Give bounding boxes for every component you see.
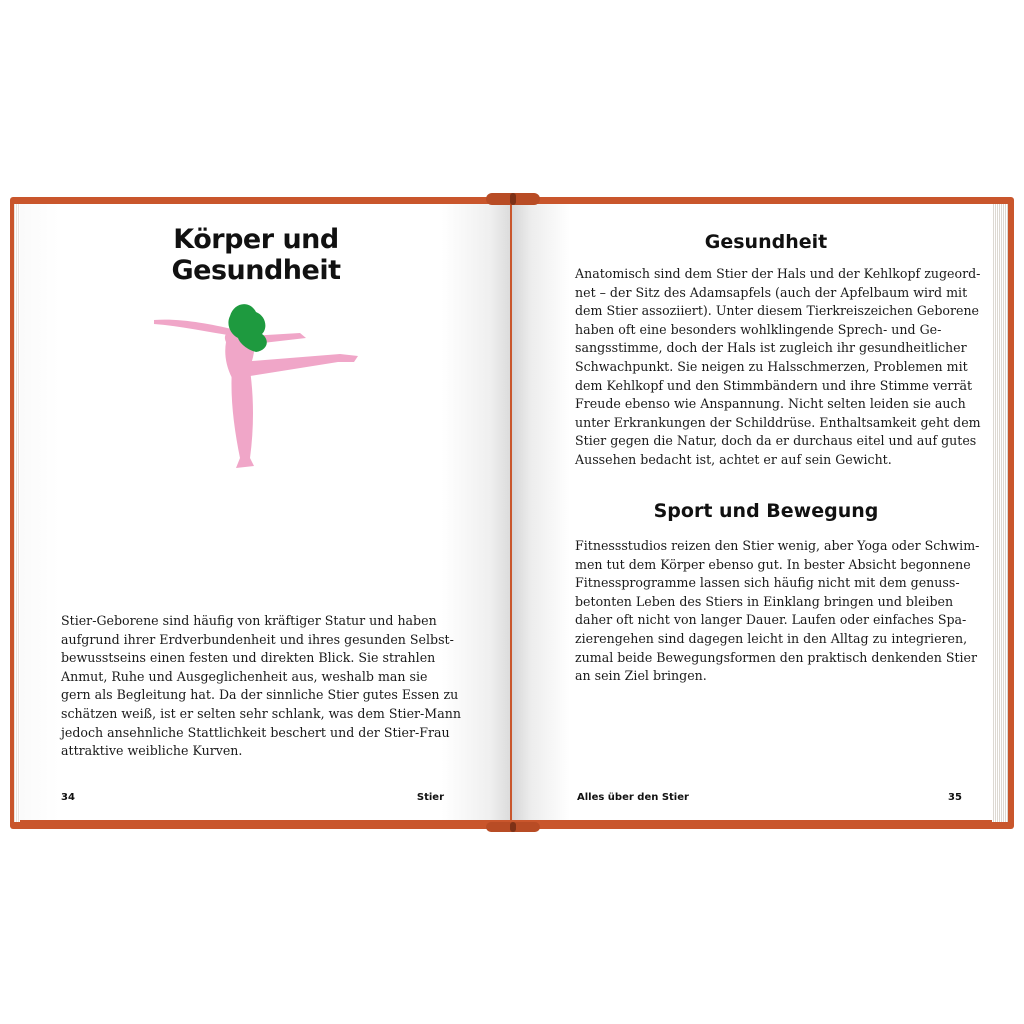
- text-line: dem Stier assoziiert). Unter diesem Tierkreiszeichen Geborene: [575, 303, 980, 319]
- yoga-pose-figure-icon: [150, 298, 362, 472]
- text-line: Stier-Geborene sind häufig von kräftiger Statur und haben: [61, 613, 437, 628]
- text-line: an sein Ziel bringen.: [575, 668, 707, 684]
- text-line: Freude ebenso wie Anspannung. Nicht selten leiden sie auch: [575, 396, 966, 412]
- text-line: net – der Sitz des Adamsapfels (auch der Apfelbaum wird mit: [575, 284, 968, 300]
- section-heading-sport: Sport und Bewegung: [653, 500, 879, 522]
- text-line: haben oft eine besonders wohlklingende Sprech- und Ge-: [575, 321, 942, 337]
- text-line: men tut dem Körper ebenso gut. In bester Absicht begonnene: [575, 556, 971, 572]
- sport-body-text: [575, 537, 979, 686]
- text-line: unter Erkrankungen der Schilddrüse. Enthaltsamkeit geht dem: [575, 414, 981, 430]
- text-line: bewusstseins einen festen und direkten Blick. Sie strahlen: [61, 650, 436, 666]
- running-footer-right: Alles über den Stier: [577, 792, 689, 803]
- text-line: Schwachpunkt. Sie neigen zu Halsschmerzen, Problemen mit: [575, 358, 968, 374]
- spine-headband-bottom: [486, 822, 540, 832]
- page-number-left: 34: [61, 792, 75, 803]
- page-edges-right: [992, 204, 1008, 822]
- page-number-right: 35: [948, 792, 962, 803]
- text-line: gern als Begleitung hat. Da der sinnliche Stier gutes Essen zu: [61, 687, 459, 703]
- text-line: attraktive weibliche Kurven.: [61, 743, 243, 759]
- text-line: jedoch ansehnliche Stattlichkeit beschert und der Stier-Frau: [61, 724, 450, 740]
- text-line: zierengehen sind dagegen leicht in den Alltag zu integrieren,: [575, 630, 968, 646]
- text-line: betonten Leben des Stiers in Einklang bringen und bleiben: [575, 593, 954, 609]
- page-title-line: Körper und: [173, 224, 339, 255]
- text-line: Stier gegen die Natur, doch da er durchaus eitel und auf gutes: [575, 433, 977, 449]
- text-line: schätzen weiß, ist er selten sehr schlank, was dem Stier-Mann: [61, 705, 461, 721]
- left-body-text: [61, 612, 461, 761]
- running-footer-left: Stier: [416, 792, 444, 803]
- text-line: Anatomisch sind dem Stier der Hals und der Kehlkopf zugeord-: [575, 266, 981, 281]
- text-line: zumal beide Bewegungsformen den praktisch denkenden Stier: [575, 649, 978, 665]
- section-heading-gesundheit: Gesundheit: [704, 231, 828, 253]
- spine-headband-top: [486, 193, 540, 205]
- text-line: sangsstimme, doch der Hals ist zugleich ihr gesundheitlicher: [575, 340, 967, 356]
- text-line: aufgrund ihrer Erdverbundenheit und ihres gesunden Selbst-: [61, 631, 454, 647]
- text-line: Fitnessprogramme lassen sich häufig nicht mit dem genuss-: [575, 575, 960, 591]
- text-line: Fitnessstudios reizen den Stier wenig, aber Yoga oder Schwim-: [575, 538, 980, 553]
- text-line: dem Kehlkopf und den Stimmbändern und ihre Stimme verrät: [575, 377, 973, 393]
- text-line: daher oft nicht von langer Dauer. Laufen oder einfaches Spa-: [575, 612, 967, 628]
- gesundheit-body-text: [575, 265, 981, 470]
- text-line: Aussehen bedacht ist, achtet er auf sein Gewicht.: [575, 451, 892, 467]
- page-title: [126, 224, 386, 286]
- text-line: Anmut, Ruhe und Ausgeglichenheit aus, weshalb man sie: [61, 668, 428, 684]
- page-title-line: Gesundheit: [171, 255, 341, 286]
